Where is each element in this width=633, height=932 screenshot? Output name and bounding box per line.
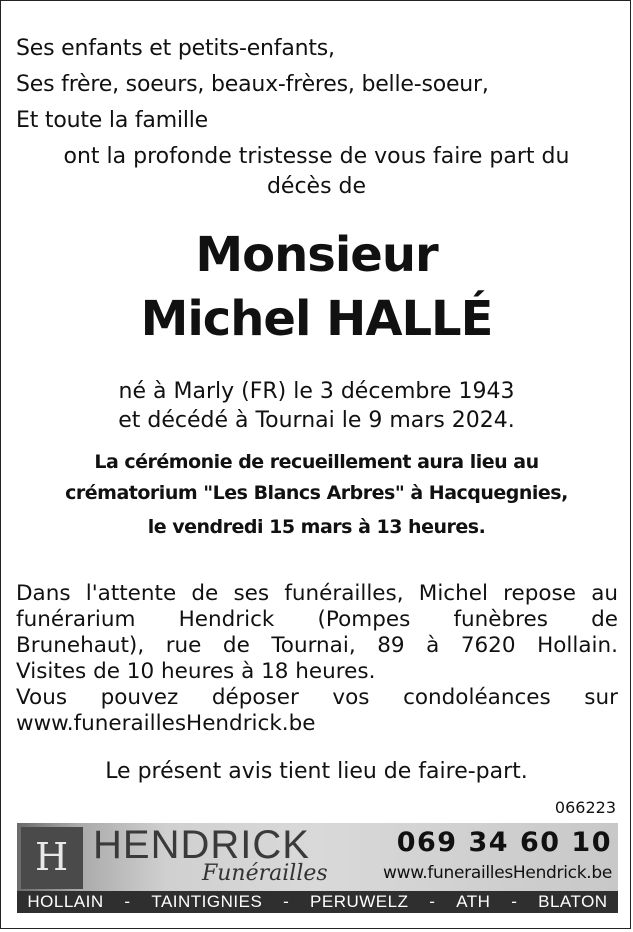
word: repose bbox=[503, 581, 576, 606]
word: 89 bbox=[377, 633, 405, 658]
word: funérailles, bbox=[284, 581, 404, 606]
notice-text: Le présent avis tient lieu de faire-part. bbox=[105, 759, 528, 784]
family-line: Ses enfants et petits-enfants, bbox=[16, 36, 335, 61]
word: funérarium bbox=[16, 607, 136, 632]
details-line bbox=[16, 685, 618, 711]
location-separator: - bbox=[283, 892, 290, 911]
location-separator: - bbox=[511, 892, 518, 911]
details-line bbox=[16, 607, 618, 633]
details-line bbox=[16, 581, 618, 607]
word: pouvez bbox=[100, 685, 179, 710]
word: au bbox=[591, 581, 618, 606]
location-separator: - bbox=[124, 892, 131, 911]
announcement-intro bbox=[1, 142, 632, 202]
word: l'attente bbox=[85, 581, 177, 606]
location-name: TAINTIGNIES bbox=[151, 892, 263, 911]
intro-line: ont la profonde tristesse de vous faire part du bbox=[63, 144, 570, 169]
visiting-hours: Visites de 10 heures à 18 heures. bbox=[16, 659, 376, 684]
funeral-home-logo bbox=[21, 827, 83, 889]
word: ses bbox=[233, 581, 270, 606]
condolences-link[interactable]: www.funeraillesHendrick.be bbox=[16, 711, 316, 736]
ceremony-line: le vendredi 15 mars à 13 heures. bbox=[147, 516, 486, 538]
word: 7620 bbox=[460, 633, 516, 658]
locations-strip bbox=[17, 891, 618, 913]
word: Tournai, bbox=[271, 633, 356, 658]
word: Hollain. bbox=[537, 633, 618, 658]
word: condoléances bbox=[403, 685, 551, 710]
word: sur bbox=[584, 685, 618, 710]
word: funèbres bbox=[453, 607, 548, 632]
logo-letter: H bbox=[35, 835, 69, 879]
word: de bbox=[222, 633, 250, 658]
ceremony-line: La cérémonie de recueillement aura lieu au bbox=[94, 451, 539, 473]
word: Michel bbox=[418, 581, 488, 606]
word: Vous bbox=[16, 685, 68, 710]
word: (Pompes bbox=[317, 607, 411, 632]
word: de bbox=[191, 581, 219, 606]
word: Hendrick bbox=[178, 607, 275, 632]
word: rue bbox=[165, 633, 202, 658]
funeral-details bbox=[16, 581, 618, 737]
word: vos bbox=[332, 685, 370, 710]
location-name: HOLLAIN bbox=[27, 892, 104, 911]
birth-line: né à Marly (FR) le 3 décembre 1943 bbox=[118, 379, 515, 404]
reference-number: 066223 bbox=[554, 798, 616, 817]
deceased-title: Monsieur bbox=[195, 227, 438, 283]
website-link[interactable]: www.funeraillesHendrick.be bbox=[382, 863, 612, 883]
ceremony-info bbox=[1, 447, 632, 543]
word: à bbox=[426, 633, 440, 658]
location-name: PERUWELZ bbox=[310, 892, 409, 911]
word: déposer bbox=[211, 685, 299, 710]
phone-number[interactable]: 069 34 60 10 bbox=[396, 827, 612, 858]
location-name: BLATON bbox=[538, 892, 608, 911]
brand-name: HENDRICK bbox=[93, 823, 310, 867]
funeral-home-banner bbox=[17, 823, 618, 891]
word: de bbox=[591, 607, 618, 632]
deceased-name-block bbox=[1, 223, 632, 351]
death-line: et décédé à Tournai le 9 mars 2024. bbox=[118, 408, 515, 433]
location-name: ATH bbox=[456, 892, 491, 911]
ceremony-line: crématorium "Les Blancs Arbres" à Hacquegnies, bbox=[65, 482, 568, 504]
word: Brunehaut), bbox=[16, 633, 145, 658]
word: Dans bbox=[16, 581, 71, 606]
life-dates bbox=[1, 377, 632, 435]
family-line: Et toute la famille bbox=[16, 108, 209, 133]
location-separator: - bbox=[429, 892, 436, 911]
family-line: Ses frère, soeurs, beaux-frères, belle-soeur, bbox=[16, 72, 489, 97]
brand-subtitle: Funérailles bbox=[202, 861, 328, 886]
details-line bbox=[16, 633, 618, 659]
deceased-name: Michel HALLÉ bbox=[140, 291, 493, 347]
intro-line: décès de bbox=[266, 174, 367, 199]
family-list bbox=[16, 31, 489, 139]
